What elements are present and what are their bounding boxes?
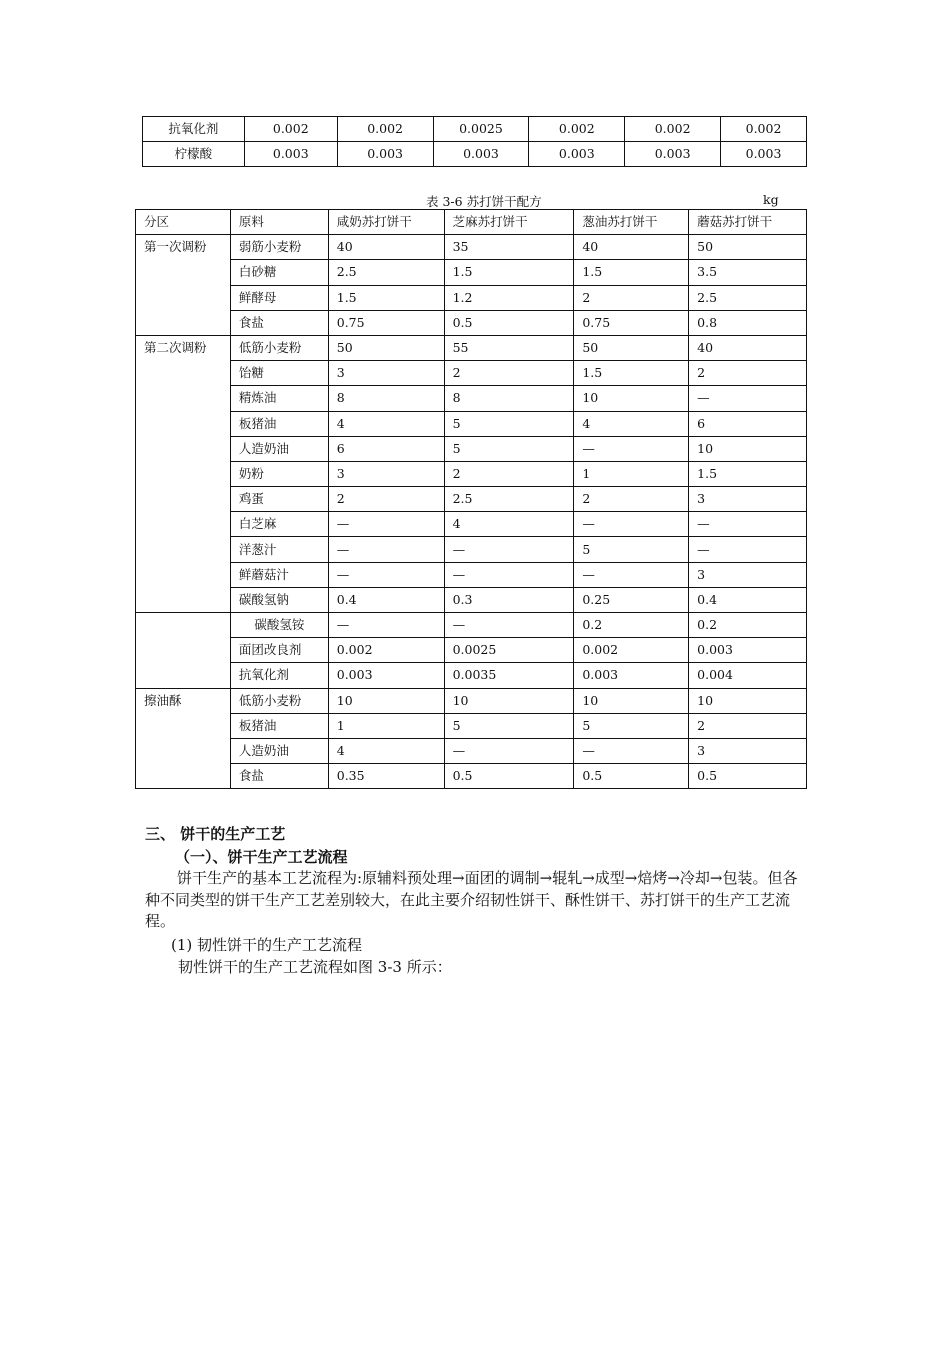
ingredient-cell: 板猪油 [230,411,328,436]
value-cell: 2 [574,285,689,310]
value-cell: 1.5 [574,361,689,386]
table-row [136,436,807,461]
value-cell: 50 [328,335,444,360]
value-cell: 4 [328,738,444,763]
value-cell: 0.002 [529,117,625,142]
header-cell: 葱油苏打饼干 [574,210,689,235]
value-cell: — [444,738,574,763]
value-cell: 40 [689,335,807,360]
continued-table [142,116,807,167]
value-cell: — [574,512,689,537]
value-cell: 2.5 [328,260,444,285]
table-row [136,512,807,537]
value-cell: 0.2 [574,613,689,638]
value-cell: 40 [328,235,444,260]
process-paragraph: 饼干生产的基本工艺流程为:原辅料预处理→面团的调制→辊轧→成型→焙烤→冷却→包装。但各种不同类型的饼干生产工艺差别较大，在此主要介绍韧性饼干、酥性饼干、苏打饼干的生产工艺流程。 [145,869,798,930]
value-cell: 2 [444,361,574,386]
value-cell: — [328,613,444,638]
value-cell: 40 [574,235,689,260]
table-row [136,638,807,663]
value-cell: 0.75 [574,310,689,335]
value-cell: — [328,512,444,537]
zone-cell: 擦油酥 [136,688,231,789]
value-cell: 1.5 [328,285,444,310]
value-cell: 5 [444,411,574,436]
ingredient-cell: 抗氧化剂 [143,117,245,142]
ingredient-cell: 鲜酵母 [230,285,328,310]
zone-cell: 第二次调粉 [136,335,231,612]
value-cell: 0.003 [529,142,625,167]
value-cell: 2 [574,487,689,512]
section-heading: 三、 饼干的生产工艺 [145,825,286,843]
value-cell: 4 [574,411,689,436]
table-row [136,587,807,612]
value-cell: 2 [689,361,807,386]
value-cell: 0.8 [689,310,807,335]
table-row [136,713,807,738]
value-cell: 0.4 [328,587,444,612]
value-cell: — [574,738,689,763]
value-cell: 0.003 [244,142,337,167]
ingredient-cell: 白芝麻 [230,512,328,537]
ingredient-cell: 人造奶油 [230,738,328,763]
header-row [136,210,807,235]
table-row [136,310,807,335]
value-cell: — [444,613,574,638]
value-cell: 5 [444,436,574,461]
value-cell: 6 [328,436,444,461]
sub-heading: （一）、饼干生产工艺流程 [175,848,348,866]
value-cell: 0.5 [689,764,807,789]
table-row [136,537,807,562]
value-cell: 4 [328,411,444,436]
header-cell: 原料 [230,210,328,235]
ingredient-cell: 低筋小麦粉 [230,335,328,360]
value-cell: 0.003 [721,142,807,167]
value-cell: 0.0035 [444,663,574,688]
value-cell: 3 [328,461,444,486]
value-cell: 10 [689,688,807,713]
value-cell: 2.5 [444,487,574,512]
value-cell: 5 [574,537,689,562]
value-cell: 50 [574,335,689,360]
value-cell: 0.2 [689,613,807,638]
value-cell: 8 [328,386,444,411]
value-cell: 0.003 [433,142,529,167]
table-row [136,562,807,587]
soda-cracker-recipe-table [135,209,807,789]
value-cell: 0.003 [574,663,689,688]
table-row [136,688,807,713]
value-cell: 0.5 [444,764,574,789]
table-row [136,260,807,285]
list-item-1-desc: 韧性饼干的生产工艺流程如图 3-3 所示： [178,958,452,976]
value-cell: 10 [444,688,574,713]
ingredient-cell: 柠檬酸 [143,142,245,167]
value-cell: 1 [574,461,689,486]
value-cell: 2.5 [689,285,807,310]
value-cell: 6 [689,411,807,436]
value-cell: 2 [328,487,444,512]
value-cell: — [574,562,689,587]
value-cell: 0.0025 [433,117,529,142]
zone-cell: 第一次调粉 [136,235,231,336]
value-cell: 3 [328,361,444,386]
ingredient-cell: 碳酸氢钠 [230,587,328,612]
ingredient-cell: 低筋小麦粉 [230,688,328,713]
value-cell: 0.003 [625,142,721,167]
value-cell: — [444,562,574,587]
value-cell: 1.5 [574,260,689,285]
table-row [136,461,807,486]
ingredient-cell: 奶粉 [230,461,328,486]
value-cell: 50 [689,235,807,260]
table-row [136,663,807,688]
table-row [136,285,807,310]
ingredient-cell: 抗氧化剂 [230,663,328,688]
ingredient-cell: 弱筋小麦粉 [230,235,328,260]
value-cell: 0.004 [689,663,807,688]
value-cell: 0.003 [328,663,444,688]
value-cell: — [689,386,807,411]
table-row [136,613,807,638]
table-row [136,487,807,512]
list-item-1: (1) 韧性饼干的生产工艺流程 [171,936,363,954]
value-cell: 0.4 [689,587,807,612]
table-row [143,117,807,142]
ingredient-cell: 食盐 [230,764,328,789]
value-cell: 0.35 [328,764,444,789]
table-row [136,386,807,411]
value-cell: 10 [328,688,444,713]
value-cell: 2 [444,461,574,486]
value-cell: 55 [444,335,574,360]
value-cell: 3 [689,487,807,512]
value-cell: 1 [328,713,444,738]
value-cell: 0.003 [337,142,433,167]
value-cell: 2 [689,713,807,738]
value-cell: 10 [689,436,807,461]
value-cell: — [444,537,574,562]
ingredient-cell: 白砂糖 [230,260,328,285]
value-cell: — [574,436,689,461]
table-row [136,335,807,360]
table-row [136,235,807,260]
header-cell: 咸奶苏打饼干 [328,210,444,235]
value-cell: 0.3 [444,587,574,612]
value-cell: 35 [444,235,574,260]
value-cell: — [328,562,444,587]
value-cell: 0.003 [689,638,807,663]
value-cell: 8 [444,386,574,411]
value-cell: 0.5 [574,764,689,789]
value-cell: 0.002 [328,638,444,663]
value-cell: 0.25 [574,587,689,612]
value-cell: 5 [444,713,574,738]
value-cell: 0.75 [328,310,444,335]
value-cell: 0.002 [337,117,433,142]
header-cell: 蘑菇苏打饼干 [689,210,807,235]
header-cell: 芝麻苏打饼干 [444,210,574,235]
ingredient-cell: 洋葱汁 [230,537,328,562]
value-cell: 10 [574,688,689,713]
table-row [136,361,807,386]
ingredient-cell: 鲜蘑菇汁 [230,562,328,587]
value-cell: 0.002 [244,117,337,142]
ingredient-cell: 板猪油 [230,713,328,738]
value-cell: — [689,512,807,537]
value-cell: 5 [574,713,689,738]
ingredient-cell: 碳酸氢铵 [230,613,328,638]
value-cell: 1.5 [444,260,574,285]
ingredient-cell: 食盐 [230,310,328,335]
value-cell: — [689,537,807,562]
value-cell: 0.002 [721,117,807,142]
ingredient-cell: 人造奶油 [230,436,328,461]
value-cell: 0.002 [625,117,721,142]
table-row [136,411,807,436]
table-caption: 表 3-6 苏打饼干配方 [426,194,542,209]
value-cell: 3.5 [689,260,807,285]
value-cell: 0.5 [444,310,574,335]
value-cell: 4 [444,512,574,537]
value-cell: 0.002 [574,638,689,663]
ingredient-cell: 精炼油 [230,386,328,411]
table-row [143,142,807,167]
table-row [136,764,807,789]
value-cell: 3 [689,562,807,587]
value-cell: 0.0025 [444,638,574,663]
ingredient-cell: 鸡蛋 [230,487,328,512]
table-unit: kg [763,192,779,207]
ingredient-cell: 饴糖 [230,361,328,386]
zone-cell [136,613,231,689]
value-cell: — [328,537,444,562]
table-row [136,738,807,763]
value-cell: 3 [689,738,807,763]
value-cell: 10 [574,386,689,411]
value-cell: 1.2 [444,285,574,310]
value-cell: 1.5 [689,461,807,486]
header-cell: 分区 [136,210,231,235]
ingredient-cell: 面团改良剂 [230,638,328,663]
